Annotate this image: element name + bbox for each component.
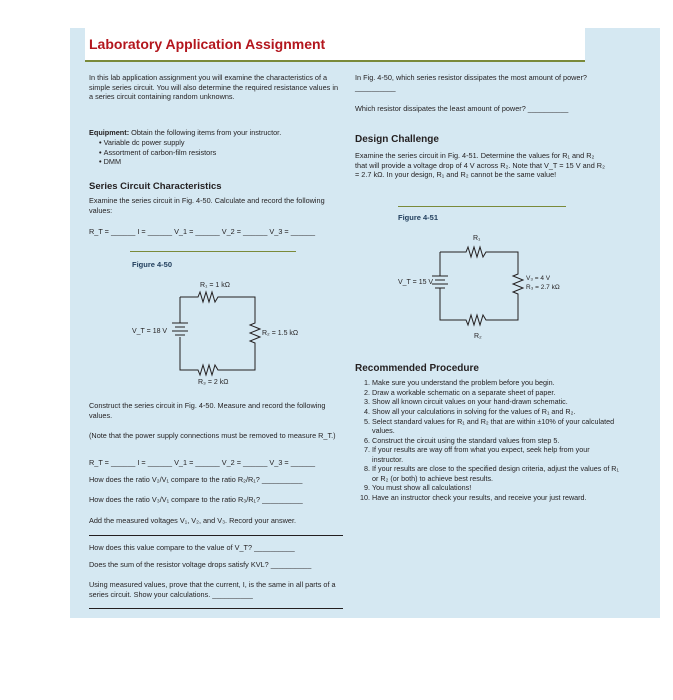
figure-rule xyxy=(398,206,566,207)
equipment-item: • Assortment of carbon-film resistors xyxy=(99,148,216,158)
procedure-step: 6. Construct the circuit using the standard values from step 5. xyxy=(372,436,622,445)
equipment-item: • DMM xyxy=(99,157,216,167)
procedure-step: 5. Select standard values for R₁ and R₂ that are within ±10% of your calculated values. xyxy=(372,417,622,435)
fig1-r2-label: R₂ = 1.5 kΩ xyxy=(262,330,299,337)
design-heading: Design Challenge xyxy=(355,134,439,145)
fig2-v3-label: V₃ = 4 V xyxy=(526,275,551,282)
question-compare-vt: How does this value compare to the value of V_T? __________ xyxy=(89,543,295,552)
question-sum-voltages: Add the measured voltages V₁, V₂, and V₃. Record your answer. xyxy=(89,516,297,525)
intro-text: In this lab application assignment you will examine the characteristics of a simple series circuit. You will also determine the required resistance values in a series circuit containing random unknowns. xyxy=(89,73,339,101)
blanks-calculated: R_T = ______ I = ______ V_1 = ______ V_2 = ______ V_3 = ______ xyxy=(89,227,316,236)
equipment-label: Equipment: xyxy=(89,128,130,137)
blanks-measured: R_T = ______ I = ______ V_1 = ______ V_2 = ______ V_3 = ______ xyxy=(89,458,316,467)
procedure-step: 2. Draw a workable schematic on a separate sheet of paper. xyxy=(372,388,622,397)
question-current: Using measured values, prove that the current, I, is the same in all parts of a series circuit. Show your calculations. __________ xyxy=(89,580,336,599)
procedure-step: 8. If your results are close to the specified design criteria, adjust the values of R₁ or R₂ (or both) to achieve best results. xyxy=(372,464,622,482)
equipment-text: Obtain the following items from your instructor. xyxy=(131,128,282,137)
title-bar xyxy=(85,28,585,62)
fig2-r3-label: R₃ = 2.7 kΩ xyxy=(526,284,560,291)
equipment-line xyxy=(89,128,339,138)
fig1-vt-label: V_T = 18 V xyxy=(132,328,168,335)
figure-rule xyxy=(130,251,296,252)
procedure-heading: Recommended Procedure xyxy=(355,363,479,374)
procedure-step: 7. If your results are way off from what you expect, seek help from your instructor. xyxy=(372,445,622,463)
procedure-list xyxy=(358,378,622,503)
figure-4-50-label: Figure 4-50 xyxy=(132,260,173,269)
figure-4-51-circuit xyxy=(390,222,570,347)
note-text: (Note that the power supply connections must be removed to measure R_T.) xyxy=(89,431,336,440)
figure-4-51-label: Figure 4-51 xyxy=(398,213,439,222)
fig2-r1-label: R₁ xyxy=(473,235,481,242)
figure-4-50-circuit xyxy=(120,275,320,385)
procedure-step: 3. Show all known circuit values on your hand-drawn schematic. xyxy=(372,397,622,406)
question-most-power: In Fig. 4-50, which series resistor dissipates the most amount of power? __________ xyxy=(355,73,587,92)
answer-line xyxy=(89,608,343,609)
design-text: Examine the series circuit in Fig. 4-51. Determine the values for R₁ and R₂ that will provide a voltage drop of 4 V across R₂. Note that V_T = 15 V and R₂ = 2.7 kΩ. In your design, R₁ and R₂ cannot be the same value! xyxy=(355,151,605,179)
question-kvl: Does the sum of the resistor voltage drops satisfy KVL? __________ xyxy=(89,560,312,569)
construct-text: Construct the series circuit in Fig. 4-50. Measure and record the following values. xyxy=(89,401,326,420)
procedure-step: 10. Have an instructor check your results, and receive your just reward. xyxy=(372,493,622,502)
procedure-step: 4. Show all your calculations in solving for the values of R₁ and R₂. xyxy=(372,407,622,416)
procedure-step: 9. You must show all calculations! xyxy=(372,483,622,492)
series-text: Examine the series circuit in Fig. 4-50. Calculate and record the following values: xyxy=(89,196,325,215)
equipment-list xyxy=(89,138,216,167)
question-least-power: Which resistor dissipates the least amount of power? __________ xyxy=(355,104,569,113)
equipment-item: • Variable dc power supply xyxy=(99,138,216,148)
fig2-vt-label: V_T = 15 V xyxy=(398,279,434,286)
fig1-r3-label: R₃ = 2 kΩ xyxy=(198,379,229,385)
series-heading: Series Circuit Characteristics xyxy=(89,181,222,192)
fig1-r1-label: R₁ = 1 kΩ xyxy=(200,282,230,289)
question-ratio-v2: How does the ratio V₂/V₁ compare to the ratio R₂/R₁? __________ xyxy=(89,475,303,484)
page-title: Laboratory Application Assignment xyxy=(89,36,326,52)
fig2-r2-label: R₂ xyxy=(474,333,482,340)
answer-line xyxy=(89,535,343,536)
question-ratio-v3: How does the ratio V₃/V₁ compare to the ratio R₃/R₁? __________ xyxy=(89,495,303,504)
procedure-step: 1. Make sure you understand the problem before you begin. xyxy=(372,378,622,387)
